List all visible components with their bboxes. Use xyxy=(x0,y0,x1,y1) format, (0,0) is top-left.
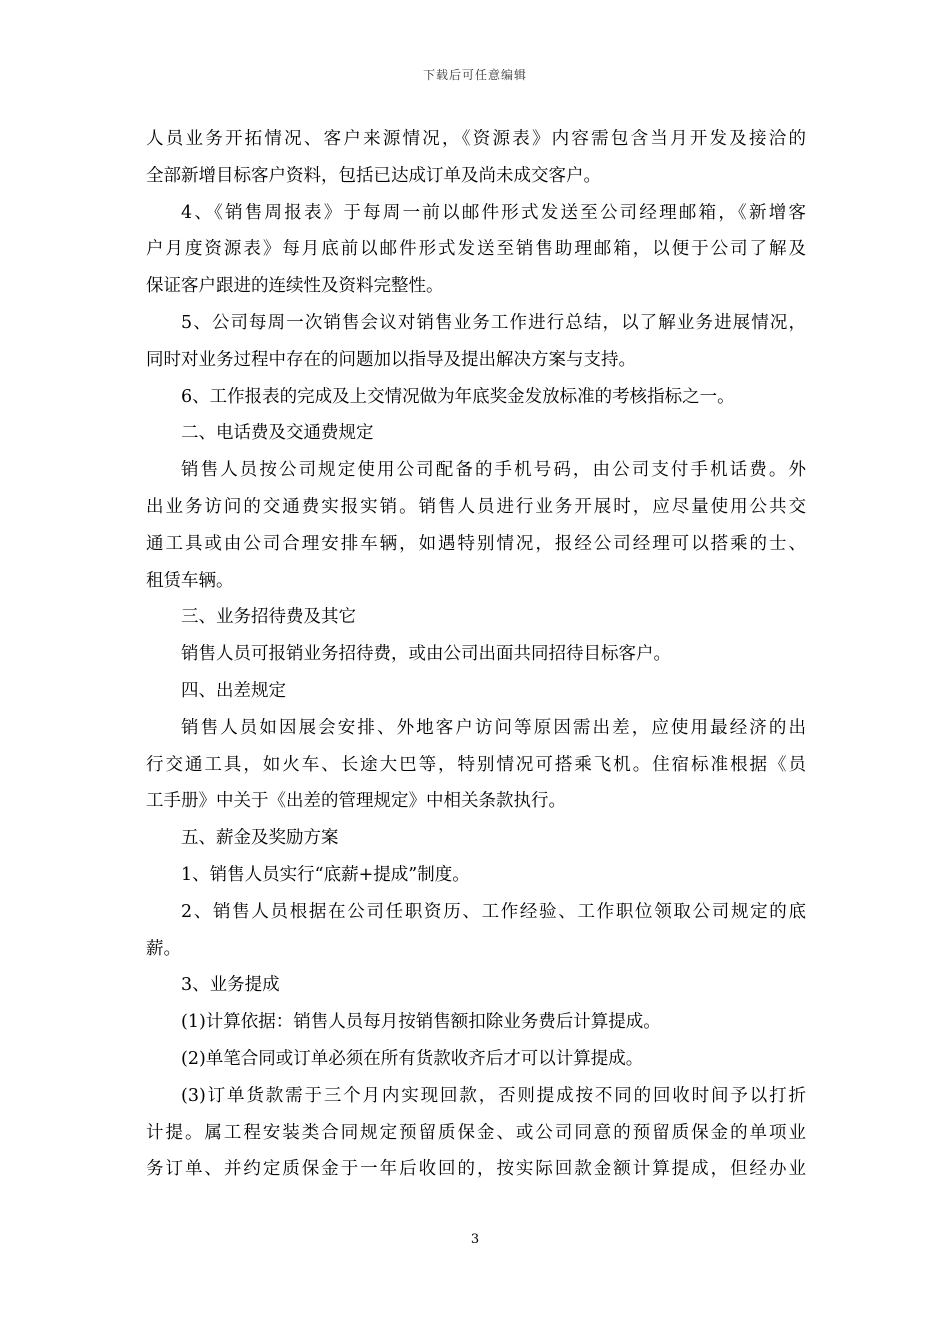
text-line: 通工具或由公司合理安排车辆，如遇特别情况，报经公司经理可以搭乘的士、 xyxy=(146,533,806,554)
text-line: 销售人员按公司规定使用公司配备的手机号码，由公司支付手机话费。外 xyxy=(181,460,806,481)
text-line: 四、出差规定 xyxy=(181,680,286,701)
text-line: 三、业务招待费及其它 xyxy=(181,607,356,628)
page-header: 下载后可任意编辑 xyxy=(422,68,527,82)
text-line: 务订单、并约定质保金于一年后收回的，按实际回款金额计算提成，但经办业 xyxy=(146,1159,806,1180)
text-line: (3)订单货款需于三个月内实现回款，否则提成按不同的回收时间予以打折 xyxy=(181,1085,806,1106)
text-line: 2、销售人员根据在公司任职资历、工作经验、工作职位领取公司规定的底 xyxy=(181,901,806,922)
text-line: 计提。属工程安装类合同规定预留质保金、或公司同意的预留质保金的单项业 xyxy=(146,1122,806,1143)
text-line: 保证客户跟进的连续性及资料完整性。 xyxy=(146,276,444,297)
text-line: 3、业务提成 xyxy=(181,975,280,996)
text-line: 出业务访问的交通费实报实销。销售人员进行业务开展时，应尽量使用公共交 xyxy=(146,496,806,517)
page-number: 3 xyxy=(470,1232,480,1247)
document-body xyxy=(146,121,806,1188)
text-line: 销售人员如因展会安排、外地客户访问等原因需出差，应使用最经济的出 xyxy=(181,717,806,738)
text-line: 五、薪金及奖励方案 xyxy=(181,828,339,849)
text-line: 租赁车辆。 xyxy=(146,570,234,591)
text-line: 同时对业务过程中存在的问题加以指导及提出解决方案与支持。 xyxy=(146,349,636,370)
text-line: 1、销售人员实行“底薪+提成”制度。 xyxy=(181,864,470,885)
text-line: 6、工作报表的完成及上交情况做为年底奖金发放标准的考核指标之一。 xyxy=(181,386,735,407)
text-line: 销售人员可报销业务招待费，或由公司出面共同招待目标客户。 xyxy=(181,644,671,665)
text-line: (1)计算依据：销售人员每月按销售额扣除业务费后计算提成。 xyxy=(181,1012,661,1033)
text-line: 薪。 xyxy=(146,938,181,959)
text-line: 行交通工具，如火车、长途大巴等，特别情况可搭乘飞机。住宿标准根据《员 xyxy=(146,754,806,775)
text-line: 人员业务开拓情况、客户来源情况，《资源表》内容需包含当月开发及接洽的 xyxy=(146,129,806,149)
text-line: 全部新增目标客户资料，包括已达成订单及尚未成交客户。 xyxy=(146,165,601,186)
text-line: 户月度资源表》每月底前以邮件形式发送至销售助理邮箱，以便于公司了解及 xyxy=(146,239,806,260)
text-line: 二、电话费及交通费规定 xyxy=(181,423,374,444)
text-line: (2)单笔合同或订单必须在所有货款收齐后才可以计算提成。 xyxy=(181,1048,644,1069)
text-line: 工手册》中关于《出差的管理规定》中相关条款执行。 xyxy=(146,791,566,812)
text-line: 4、《销售周报表》于每周一前以邮件形式发送至公司经理邮箱，《新增客 xyxy=(181,202,806,223)
text-line: 5、公司每周一次销售会议对销售业务工作进行总结，以了解业务进展情况， xyxy=(181,312,806,333)
